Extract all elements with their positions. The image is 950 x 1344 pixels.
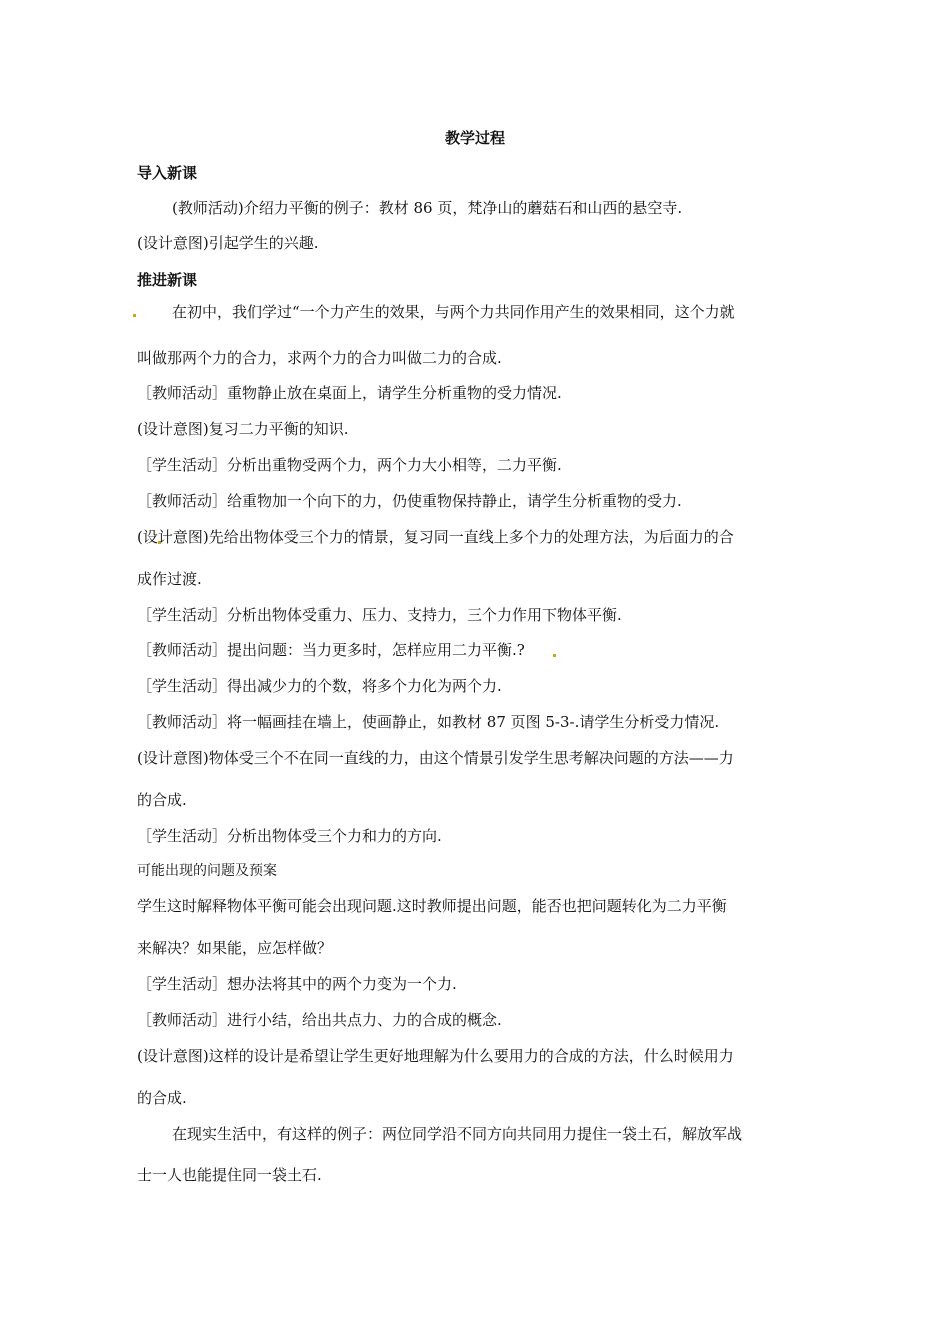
paragraph: ［教师活动］提出问题：当力更多时，怎样应用二力平衡.? — [137, 641, 525, 659]
section-heading-advance: 推进新课 — [137, 271, 198, 289]
paragraph: ［教师活动］进行小结，给出共点力、力的合成的概念. — [137, 1011, 502, 1029]
paragraph: (教师活动)介绍力平衡的例子：教材 86 页，梵净山的蘑菇石和山西的悬空寺. — [172, 199, 683, 217]
paragraph: ［学生活动］分析出物体受三个力和力的方向. — [137, 827, 442, 845]
paragraph: (设计意图)物体受三个不在同一直线的力，由这个情景引发学生思考解决问题的方法——力 — [137, 749, 734, 767]
paragraph: ［教师活动］将一幅画挂在墙上，使画静止，如教材 87 页图 5-3-.请学生分析受力情况. — [137, 713, 720, 731]
paragraph: 叫做那两个力的合力，求两个力的合力叫做二力的合成. — [137, 349, 502, 367]
paragraph: 的合成. — [137, 1089, 187, 1107]
paragraph: 在初中，我们学过“一个力产生的效果，与两个力共同作用产生的效果相同，这个力就 — [172, 303, 735, 321]
paragraph: 在现实生活中，有这样的例子：两位同学沿不同方向共同用力提住一袋土石，解放军战 — [172, 1125, 743, 1143]
paragraph: ［教师活动］重物静止放在桌面上，请学生分析重物的受力情况. — [137, 384, 562, 402]
paragraph: ［学生活动］想办法将其中的两个力变为一个力. — [137, 975, 457, 993]
paragraph: ［学生活动］得出减少力的个数，将多个力化为两个力. — [137, 677, 502, 695]
scan-mark — [133, 314, 136, 317]
paragraph: ［教师活动］给重物加一个向下的力，仍使重物保持静止，请学生分析重物的受力. — [137, 492, 682, 510]
paragraph: 成作过渡. — [137, 570, 202, 588]
paragraph: (设计意图)先给出物体受三个力的情景，复习同一直线上多个力的处理方法，为后面力的合 — [137, 528, 734, 546]
paragraph: 可能出现的问题及预案 — [137, 863, 277, 879]
paragraph: ［学生活动］分析出物体受重力、压力、支持力，三个力作用下物体平衡. — [137, 606, 622, 624]
paragraph: (设计意图)引起学生的兴趣. — [137, 234, 319, 252]
paragraph: 士一人也能提住同一袋土石. — [137, 1166, 322, 1184]
paragraph: (设计意图)复习二力平衡的知识. — [137, 420, 349, 438]
page-title: 教学过程 — [444, 129, 505, 147]
paragraph: ［学生活动］分析出重物受两个力，两个力大小相等，二力平衡. — [137, 456, 562, 474]
paragraph: (设计意图)这样的设计是希望让学生更好地理解为什么要用力的合成的方法，什么时候用力 — [137, 1047, 734, 1065]
paragraph: 的合成. — [137, 791, 187, 809]
section-heading-intro: 导入新课 — [137, 164, 198, 182]
paragraph: 来解决？如果能，应怎样做？ — [137, 939, 333, 957]
paragraph: 学生这时解释物体平衡可能会出现问题.这时教师提出问题，能否也把问题转化为二力平衡 — [137, 897, 727, 915]
